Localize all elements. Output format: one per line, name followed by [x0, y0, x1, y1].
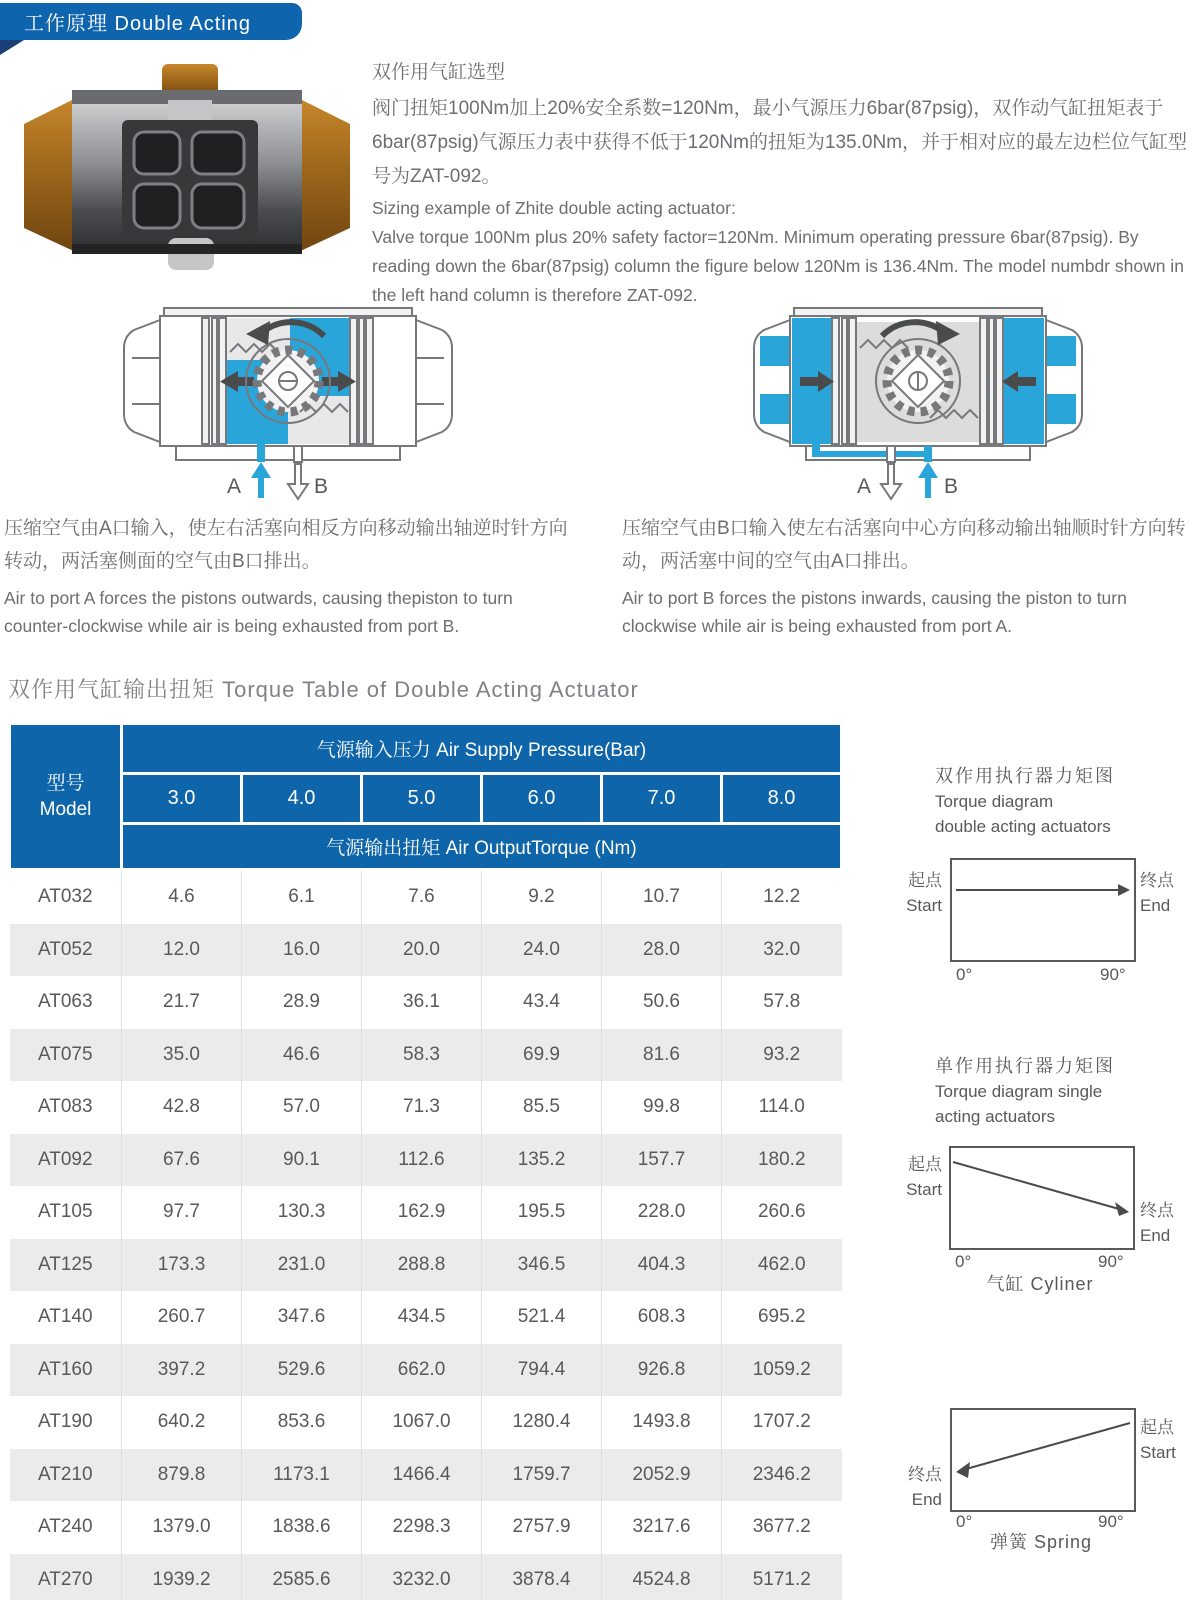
torque-cell: 260.6: [722, 1186, 842, 1239]
pressure-span-header: 气源输入压力 Air Supply Pressure(Bar): [122, 724, 842, 774]
pinion-gear-icon: [876, 339, 960, 423]
torque-cell: 5171.2: [722, 1554, 842, 1600]
pressure-col-header: 8.0: [722, 774, 842, 824]
model-column-header: [10, 724, 122, 870]
banner-fold-decor: [0, 40, 24, 55]
pressure-col-header: 3.0: [122, 774, 242, 824]
torque-cell: 180.2: [722, 1134, 842, 1187]
torque-cell: 57.8: [722, 976, 842, 1029]
torque-cell: 879.8: [122, 1449, 242, 1502]
spring-torque-line: [966, 1423, 1130, 1469]
model-cell: AT063: [37, 991, 93, 1013]
model-cell: AT125: [37, 1253, 93, 1275]
torque-cell: 135.2: [482, 1134, 602, 1187]
port-a-label: A: [226, 475, 242, 498]
torque-cell: 3677.2: [722, 1501, 842, 1554]
model-cell: AT075: [37, 1043, 93, 1065]
single-end-label: 终点 End: [1140, 1201, 1174, 1245]
table-row: [10, 1501, 842, 1554]
table-row: [10, 1029, 842, 1082]
intro-en-title: Sizing example of Zhite double acting actuator:: [372, 198, 736, 218]
torque-cell: 3232.0: [362, 1554, 482, 1600]
port-b-label: B: [943, 475, 959, 498]
torque-cell: 1466.4: [362, 1449, 482, 1502]
pressure-col-header: 7.0: [602, 774, 722, 824]
torque-cell: 926.8: [602, 1344, 722, 1397]
torque-cell: 853.6: [242, 1396, 362, 1449]
torque-cell: 20.0: [362, 924, 482, 977]
table-row: [10, 1449, 842, 1502]
torque-cell: 114.0: [722, 1081, 842, 1134]
table-row: [10, 1239, 842, 1292]
torque-cell: 2346.2: [722, 1449, 842, 1502]
port-b-label: B: [313, 475, 329, 498]
torque-cell: 1759.7: [482, 1449, 602, 1502]
air-channel-to-b: [812, 451, 930, 457]
torque-cell: 69.9: [482, 1029, 602, 1082]
torque-cell: 46.6: [242, 1029, 362, 1082]
torque-cell: 32.0: [722, 924, 842, 977]
table-row: [10, 976, 842, 1029]
port-b-exhaust-arrow: [288, 464, 308, 499]
single-diagram-title-en1: Torque diagram single: [935, 1082, 1103, 1101]
table-row: [10, 924, 842, 977]
double-end-label: 终点 End: [1140, 871, 1174, 915]
single-acting-torque-plot: [949, 1146, 1135, 1250]
torque-cell: 1707.2: [722, 1396, 842, 1449]
piston-left: [832, 318, 856, 444]
torque-cell: 2757.9: [482, 1501, 602, 1554]
torque-cell: 1059.2: [722, 1344, 842, 1397]
torque-cell: 162.9: [362, 1186, 482, 1239]
double-acting-diagram-title: [935, 763, 1115, 839]
torque-cell: 2298.3: [362, 1501, 482, 1554]
diagram-air-to-port-b: [748, 300, 1088, 505]
torque-cell: 28.9: [242, 976, 362, 1029]
table-row: [10, 870, 842, 924]
torque-cell: 173.3: [122, 1239, 242, 1292]
torque-cell: 260.7: [122, 1291, 242, 1344]
port-b-inlet-arrow: [918, 462, 938, 498]
single-start-label: 起点 Start: [906, 1155, 942, 1199]
actuator-photo-graphic: [22, 62, 352, 280]
port-b-channel: [294, 446, 302, 462]
single-deg90: 90°: [1098, 1252, 1124, 1271]
port-a-description-en: Air to port A forces the pistons outwards, causing thepiston to turn counter-clockwise while air is being exhausted from port B.: [4, 588, 513, 636]
torque-cell: 112.6: [362, 1134, 482, 1187]
torque-cell: 288.8: [362, 1239, 482, 1292]
declining-torque-line: [953, 1162, 1119, 1209]
model-cell: AT032: [37, 886, 93, 908]
intro-en-body: Valve torque 100Nm plus 20% safety factor=120Nm. Minimum operating pressure 6bar(87psig). By reading down the 6bar(87psig) column the figure below 120Nm is 136.4Nm. The model numbdr shown in the left hand column is therefore ZAT-092.: [372, 227, 1184, 305]
torque-cell: 529.6: [242, 1344, 362, 1397]
spring-caption: 弹簧 Spring: [989, 1532, 1093, 1552]
torque-cell: 81.6: [602, 1029, 722, 1082]
torque-cell: 130.3: [242, 1186, 362, 1239]
port-b-channel: [924, 446, 932, 462]
actuator-product-image: [22, 62, 352, 280]
torque-cell: 35.0: [122, 1029, 242, 1082]
torque-cell: 12.2: [722, 870, 842, 924]
double-deg0: 0°: [956, 965, 973, 984]
torque-cell: 346.5: [482, 1239, 602, 1292]
torque-cell: 608.3: [602, 1291, 722, 1344]
port-a-channel: [257, 438, 265, 462]
table-row: [10, 1396, 842, 1449]
torque-cell: 36.1: [362, 976, 482, 1029]
torque-cell: 24.0: [482, 924, 602, 977]
table-row: [10, 1344, 842, 1397]
model-cell: AT210: [37, 1463, 93, 1485]
pinion-gear-icon: [246, 339, 330, 423]
model-header-cn: 型号: [46, 772, 85, 794]
torque-cell: 4524.8: [602, 1554, 722, 1600]
model-cell: AT105: [37, 1201, 93, 1223]
torque-cell: 67.6: [122, 1134, 242, 1187]
port-a-description-cn: 压缩空气由A口输入，使左右活塞向相反方向移动输出轴逆时针方向转动，两活塞侧面的空气由B口排出。: [4, 518, 568, 572]
single-diagram-title-cn: 单作用执行器力矩图: [935, 1056, 1115, 1076]
double-acting-torque-plot: [950, 858, 1136, 962]
section-banner: [0, 3, 302, 40]
arrowhead-icon: [1118, 884, 1130, 896]
torque-cell: 794.4: [482, 1344, 602, 1397]
torque-cell: 2585.6: [242, 1554, 362, 1600]
section-banner-title: 工作原理 Double Acting: [24, 13, 251, 35]
model-cell: AT092: [37, 1148, 93, 1170]
torque-cell: 1067.0: [362, 1396, 482, 1449]
torque-cell: 640.2: [122, 1396, 242, 1449]
double-diagram-title-en2: double acting actuators: [935, 817, 1111, 836]
torque-cell: 157.7: [602, 1134, 722, 1187]
torque-table-title: 双作用气缸输出扭矩 Torque Table of Double Acting Actuator: [8, 677, 639, 702]
spring-torque-plot: [950, 1408, 1136, 1512]
torque-cell: 28.0: [602, 924, 722, 977]
table-row: [10, 1291, 842, 1344]
port-a-channel: [887, 446, 895, 462]
torque-cell: 228.0: [602, 1186, 722, 1239]
double-diagram-title-cn: 双作用执行器力矩图: [935, 766, 1115, 786]
double-start-label: 起点 Start: [906, 871, 942, 915]
torque-cell: 695.2: [722, 1291, 842, 1344]
torque-cell: 404.3: [602, 1239, 722, 1292]
torque-cell: 662.0: [362, 1344, 482, 1397]
arrowhead-icon: [956, 1462, 970, 1478]
torque-cell: 3878.4: [482, 1554, 602, 1600]
torque-cell: 1280.4: [482, 1396, 602, 1449]
model-cell: AT083: [37, 1096, 93, 1118]
torque-cell: 97.7: [122, 1186, 242, 1239]
torque-cell: 71.3: [362, 1081, 482, 1134]
pressure-col-header: 5.0: [362, 774, 482, 824]
torque-cell: 58.3: [362, 1029, 482, 1082]
table-row: [10, 1134, 842, 1187]
torque-cell: 12.0: [122, 924, 242, 977]
torque-cell: 21.7: [122, 976, 242, 1029]
torque-cell: 1379.0: [122, 1501, 242, 1554]
double-deg90: 90°: [1100, 965, 1126, 984]
model-cell: AT190: [37, 1411, 93, 1433]
intro-cn-body: 阀门扭矩100Nm加上20%安全系数=120Nm，最小气源压力6bar(87psig)，双作动气缸扭矩表于6bar(87psig)气源压力表中获得不低于120Nm的扭矩为135.0Nm，并于相对应的最左边栏位气缸型号为ZAT-092。: [372, 98, 1188, 187]
model-header-en: Model: [39, 798, 92, 820]
single-diagram-title-en2: acting actuators: [935, 1107, 1056, 1126]
model-cell: AT270: [37, 1568, 93, 1590]
spring-deg0: 0°: [956, 1512, 973, 1531]
spring-end-label: 终点 End: [908, 1465, 942, 1509]
torque-cell: 4.6: [122, 870, 242, 924]
single-acting-diagram-title: [935, 1053, 1115, 1129]
torque-cell: 43.4: [482, 976, 602, 1029]
torque-cell: 397.2: [122, 1344, 242, 1397]
table-row: [10, 1081, 842, 1134]
torque-cell: 10.7: [602, 870, 722, 924]
torque-cell: 231.0: [242, 1239, 362, 1292]
torque-cell: 50.6: [602, 976, 722, 1029]
intro-cn-title: 双作用气缸选型: [372, 62, 506, 83]
port-b-description: [622, 512, 1192, 640]
torque-cell: 462.0: [722, 1239, 842, 1292]
port-a-exhaust-arrow: [881, 464, 901, 499]
torque-cell: 99.8: [602, 1081, 722, 1134]
model-cell: AT052: [37, 938, 93, 960]
torque-cell: 2052.9: [602, 1449, 722, 1502]
torque-cell: 6.1: [242, 870, 362, 924]
model-cell: AT140: [37, 1306, 93, 1328]
torque-cell: 1838.6: [242, 1501, 362, 1554]
torque-cell: 57.0: [242, 1081, 362, 1134]
cylinder-caption: 气缸 Cyliner: [986, 1274, 1094, 1294]
port-b-description-en: Air to port B forces the pistons inwards, causing the piston to turn clockwise while air is being exhausted from port A.: [622, 588, 1127, 636]
table-row: [10, 1186, 842, 1239]
output-torque-span-header: 气源输出扭矩 Air OutputTorque (Nm): [122, 824, 842, 870]
port-a-inlet-arrow: [251, 462, 271, 498]
torque-cell: 195.5: [482, 1186, 602, 1239]
torque-cell: 521.4: [482, 1291, 602, 1344]
torque-cell: 93.2: [722, 1029, 842, 1082]
torque-cell: 7.6: [362, 870, 482, 924]
torque-cell: 434.5: [362, 1291, 482, 1344]
torque-cell: 42.8: [122, 1081, 242, 1134]
port-a-description: [4, 512, 574, 640]
torque-cell: 16.0: [242, 924, 362, 977]
torque-cell: 347.6: [242, 1291, 362, 1344]
torque-table-body: [10, 870, 842, 1600]
torque-table: [8, 722, 843, 1600]
table-row: [10, 1554, 842, 1600]
torque-cell: 90.1: [242, 1134, 362, 1187]
pressure-col-header: 6.0: [482, 774, 602, 824]
torque-cell: 9.2: [482, 870, 602, 924]
pressure-col-header: 4.0: [242, 774, 362, 824]
single-deg0: 0°: [955, 1252, 972, 1271]
spring-start-label: 起点 Start: [1140, 1418, 1176, 1462]
torque-cell: 1939.2: [122, 1554, 242, 1600]
double-diagram-title-en1: Torque diagram: [935, 792, 1054, 811]
port-a-label: A: [856, 475, 872, 498]
torque-cell: 1493.8: [602, 1396, 722, 1449]
model-cell: AT160: [37, 1358, 93, 1380]
model-cell: AT240: [37, 1516, 93, 1538]
piston-right: [980, 318, 1003, 444]
port-b-description-cn: 压缩空气由B口输入使左右活塞向中心方向移动输出轴顺时针方向转动，两活塞中间的空气由A口排出。: [622, 518, 1186, 572]
sizing-example-text: [372, 56, 1192, 310]
torque-cell: 85.5: [482, 1081, 602, 1134]
torque-cell: 1173.1: [242, 1449, 362, 1502]
diagram-air-to-port-a: [118, 300, 458, 505]
torque-cell: 3217.6: [602, 1501, 722, 1554]
spring-deg90: 90°: [1098, 1512, 1124, 1531]
arrowhead-icon: [1115, 1202, 1129, 1216]
